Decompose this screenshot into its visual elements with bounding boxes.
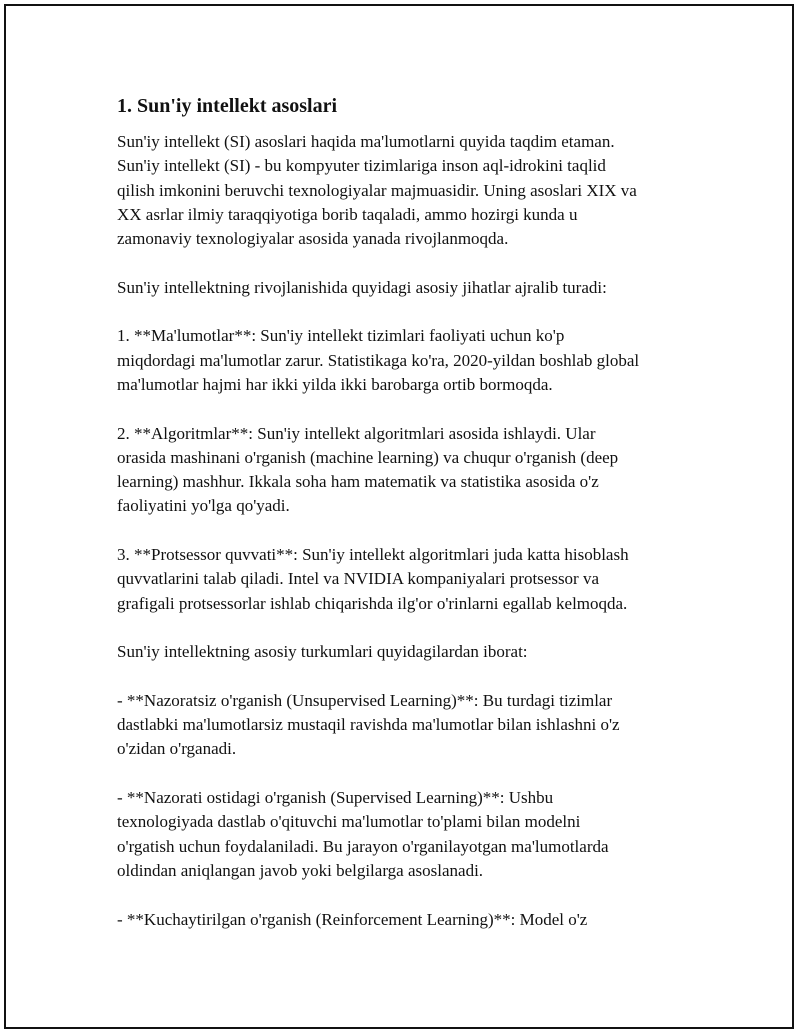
text-line: zamonaviy texnologiyalar asosida yanada rivojlanmoqda.	[117, 229, 509, 249]
text-line: o'zidan o'rganadi.	[117, 739, 237, 759]
text-line: texnologiyada dastlab o'qituvchi ma'lumotlar to'plami bilan modelni	[117, 812, 581, 832]
text-line: 1. **Ma'lumotlar**: Sun'iy intellekt tizimlari faoliyati uchun ko'p	[117, 326, 565, 346]
text-line: Sun'iy intellektning asosiy turkumlari quyidagilardan iborat:	[117, 642, 528, 662]
supervised-learning-paragraph	[117, 786, 707, 883]
reinforcement-learning-paragraph	[117, 908, 707, 932]
document-body	[117, 92, 707, 956]
text-line: - **Kuchaytirilgan o'rganish (Reinforcement Learning)**: Model o'z	[117, 909, 588, 929]
text-line: qilish imkonini beruvchi texnologiyalar majmuasidir. Uning asoslari XIX va	[117, 180, 637, 200]
text-line: Sun'iy intellektning rivojlanishida quyidagi asosiy jihatlar ajralib turadi:	[117, 277, 607, 297]
text-line: - **Nazoratsiz o'rganish (Unsupervised Learning)**: Bu turdagi tizimlar	[117, 690, 613, 710]
categories-intro-paragraph	[117, 640, 707, 664]
text-line: 2. **Algoritmlar**: Sun'iy intellekt algoritmlari asosida ishlaydi. Ular	[117, 423, 596, 443]
document-title: 1. Sun'iy intellekt asoslari	[117, 95, 338, 117]
text-line: grafigali protsessorlar ishlab chiqarishda ilg'or o'rinlarni egallab kelmoqda.	[117, 593, 628, 613]
text-line: ma'lumotlar hajmi har ikki yilda ikki barobarga ortib bormoqda.	[117, 374, 553, 394]
text-line: miqdordagi ma'lumotlar zarur. Statistikaga ko'ra, 2020-yildan boshlab global	[117, 350, 640, 370]
aspects-intro-paragraph	[117, 276, 707, 300]
text-line: oldindan aniqlangan javob yoki belgilarga asoslanadi.	[117, 860, 484, 880]
text-line: - **Nazorati ostidagi o'rganish (Supervised Learning)**: Ushbu	[117, 788, 554, 808]
text-line: dastlabki ma'lumotlarsiz mustaqil ravishda ma'lumotlar bilan ishlashni o'z	[117, 715, 620, 735]
text-line: 3. **Protsessor quvvati**: Sun'iy intellekt algoritmlari juda katta hisoblash	[117, 545, 629, 565]
text-line: faoliyatini yo'lga qo'yadi.	[117, 496, 290, 516]
text-line: quvvatlarini talab qiladi. Intel va NVIDIA kompaniyalari protsessor va	[117, 569, 600, 589]
text-line: Sun'iy intellekt (SI) asoslari haqida ma'lumotlarni quyida taqdim etaman.	[117, 132, 615, 151]
processor-aspect-paragraph	[117, 543, 707, 616]
algorithms-aspect-paragraph	[117, 422, 707, 519]
text-line: learning) mashhur. Ikkala soha ham matematik va statistika asosida o'z	[117, 472, 599, 492]
unsupervised-learning-paragraph	[117, 689, 707, 762]
text-line: XX asrlar ilmiy taraqqiyotiga borib taqaladi, ammo hozirgi kunda u	[117, 204, 578, 224]
text-line: o'rgatish uchun foydalaniladi. Bu jarayon o'rganilayotgan ma'lumotlarda	[117, 836, 609, 856]
text-line: Sun'iy intellekt (SI) - bu kompyuter tizimlariga inson aql-idrokini taqlid	[117, 156, 606, 176]
intro-paragraph	[117, 130, 707, 251]
data-aspect-paragraph	[117, 324, 707, 397]
text-line: orasida mashinani o'rganish (machine learning) va chuqur o'rganish (deep	[117, 447, 619, 467]
